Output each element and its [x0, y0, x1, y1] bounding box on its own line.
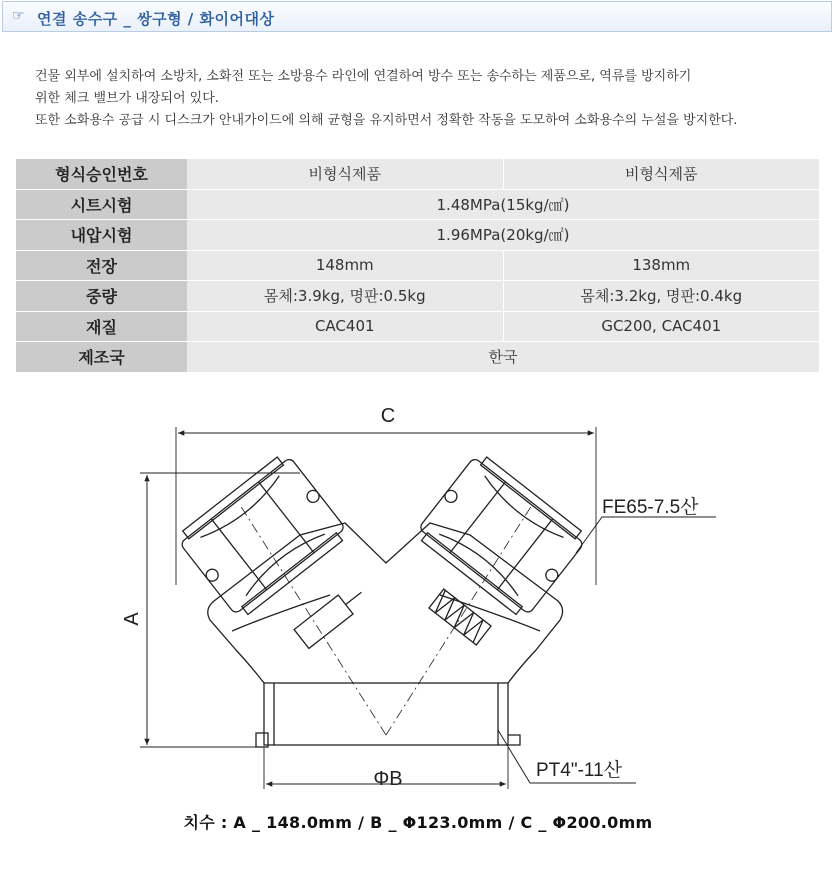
- page-title: 연결 송수구 _ 쌍구형 / 화이어대상: [37, 10, 275, 28]
- table-cell: 148mm: [187, 250, 503, 281]
- description-line: 또한 소화용수 공급 시 디스크가 안내가이드에 의해 균형을 유지하면서 정확한 작동을 도모하여 소화용수의 누설을 방지한다.: [35, 113, 738, 128]
- table-row: [16, 220, 819, 251]
- thread-callout: FE65-7.5산: [602, 497, 699, 518]
- spec-table: [16, 159, 819, 373]
- table-cell: 1.96MPa(20kg/㎠): [187, 220, 819, 251]
- table-row: [16, 189, 819, 220]
- table-row: [16, 250, 819, 281]
- table-cell: 몸체:3.9kg, 명판:0.5kg: [187, 281, 503, 312]
- dimension-summary: 치수 : A _ 148.0mm / B _ Φ123.0mm / C _ Φ200.0mm: [183, 813, 653, 832]
- table-cell: 138mm: [503, 250, 819, 281]
- row-header: 재질: [16, 311, 187, 342]
- product-description: [35, 66, 805, 132]
- technical-drawing: [0, 395, 836, 795]
- pointing-hand-icon: ☞: [12, 8, 25, 24]
- row-header: 전장: [16, 250, 187, 281]
- table-cell: 1.48MPa(15kg/㎠): [187, 189, 819, 220]
- dimension-label-a: A: [121, 612, 143, 626]
- table-cell: 몸체:3.2kg, 명판:0.4kg: [503, 281, 819, 312]
- table-cell: 한국: [187, 342, 819, 373]
- pipe-thread-callout: PT4"-11산: [536, 760, 622, 781]
- table-row: [16, 159, 819, 189]
- row-header: 내압시험: [16, 220, 187, 251]
- dimension-label-b: ΦB: [373, 768, 403, 790]
- description-line: 건물 외부에 설치하여 소방차, 소화전 또는 소방용수 라인에 연결하여 방수 또는 송수하는 제품으로, 역류를 방지하기: [35, 69, 692, 84]
- table-cell: 비형식제품: [187, 159, 503, 189]
- title-bar: [2, 1, 832, 32]
- row-header: 시트시험: [16, 189, 187, 220]
- table-row: [16, 311, 819, 342]
- table-cell: CAC401: [187, 311, 503, 342]
- table-row: [16, 281, 819, 312]
- description-line: 위한 체크 밸브가 내장되어 있다.: [35, 91, 219, 106]
- table-row: [16, 342, 819, 373]
- row-header: 형식승인번호: [16, 159, 187, 189]
- table-cell: 비형식제품: [503, 159, 819, 189]
- table-cell: GC200, CAC401: [503, 311, 819, 342]
- row-header: 중량: [16, 281, 187, 312]
- row-header: 제조국: [16, 342, 187, 373]
- dimension-label-c: C: [380, 405, 396, 427]
